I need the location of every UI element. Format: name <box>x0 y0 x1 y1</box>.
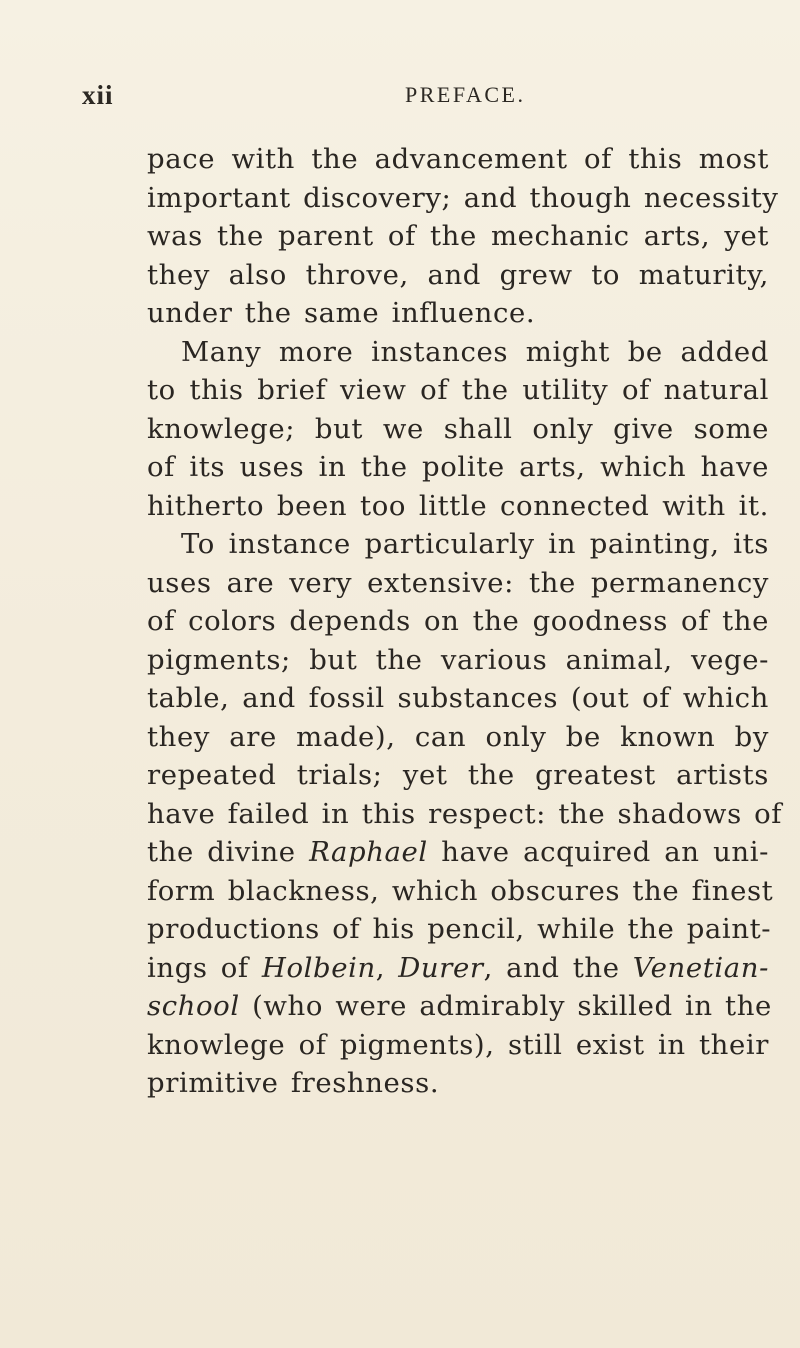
italic-name: Venetian- <box>632 951 769 984</box>
text-line: to this brief view of the utility of natural <box>147 374 769 406</box>
text-line: form blackness, which obscures the finest <box>147 874 774 907</box>
italic-name: Durer <box>398 951 484 984</box>
text-line: school (who were admirably skilled in the <box>147 990 772 1022</box>
running-head <box>0 80 800 120</box>
italic-name: Raphael <box>309 836 428 868</box>
text-line: hitherto been too little connected with it. <box>147 489 769 522</box>
text-line: they also throve, and grew to maturity, <box>147 258 769 291</box>
text-line: ings of Holbein, Durer, and the Venetian- <box>147 951 769 984</box>
text-line: table, and fossil substances (out of which <box>147 682 769 714</box>
text-line: productions of his pencil, while the paint- <box>147 913 772 945</box>
text-line: of colors depends on the goodness of the <box>147 605 769 637</box>
text-line: knowlege; but we shall only give some <box>147 412 769 445</box>
text-line: knowlege of pigments), still exist in their <box>147 1028 769 1061</box>
text-line: important discovery; and though necessity <box>147 181 779 214</box>
text-line: the divine Raphael have acquired an uni- <box>147 836 769 868</box>
body-text <box>147 140 783 1103</box>
text-line: repeated trials; yet the greatest artists <box>147 759 769 791</box>
page-number: xii <box>82 80 114 110</box>
text-line: was the parent of the mechanic arts, yet <box>147 220 769 252</box>
paragraph-start-line: To instance particularly in painting, its <box>181 528 769 560</box>
text-line: uses are very extensive: the permanency <box>147 566 769 599</box>
paragraph-start-line: Many more instances might be added <box>181 335 769 368</box>
text-line: of its uses in the polite arts, which have <box>147 451 769 483</box>
running-title: PREFACE. <box>405 82 526 107</box>
text-line: they are made), can only be known by <box>147 720 769 753</box>
text-line: pigments; but the various animal, vege- <box>147 643 769 676</box>
italic-name: Holbein <box>261 951 376 984</box>
text-line: under the same influence. <box>147 297 536 329</box>
text-line: pace with the advancement of this most <box>147 143 769 175</box>
text-line: have failed in this respect: the shadows of <box>147 797 783 830</box>
text-line: primitive freshness. <box>147 1067 440 1099</box>
italic-name: school <box>147 990 240 1022</box>
